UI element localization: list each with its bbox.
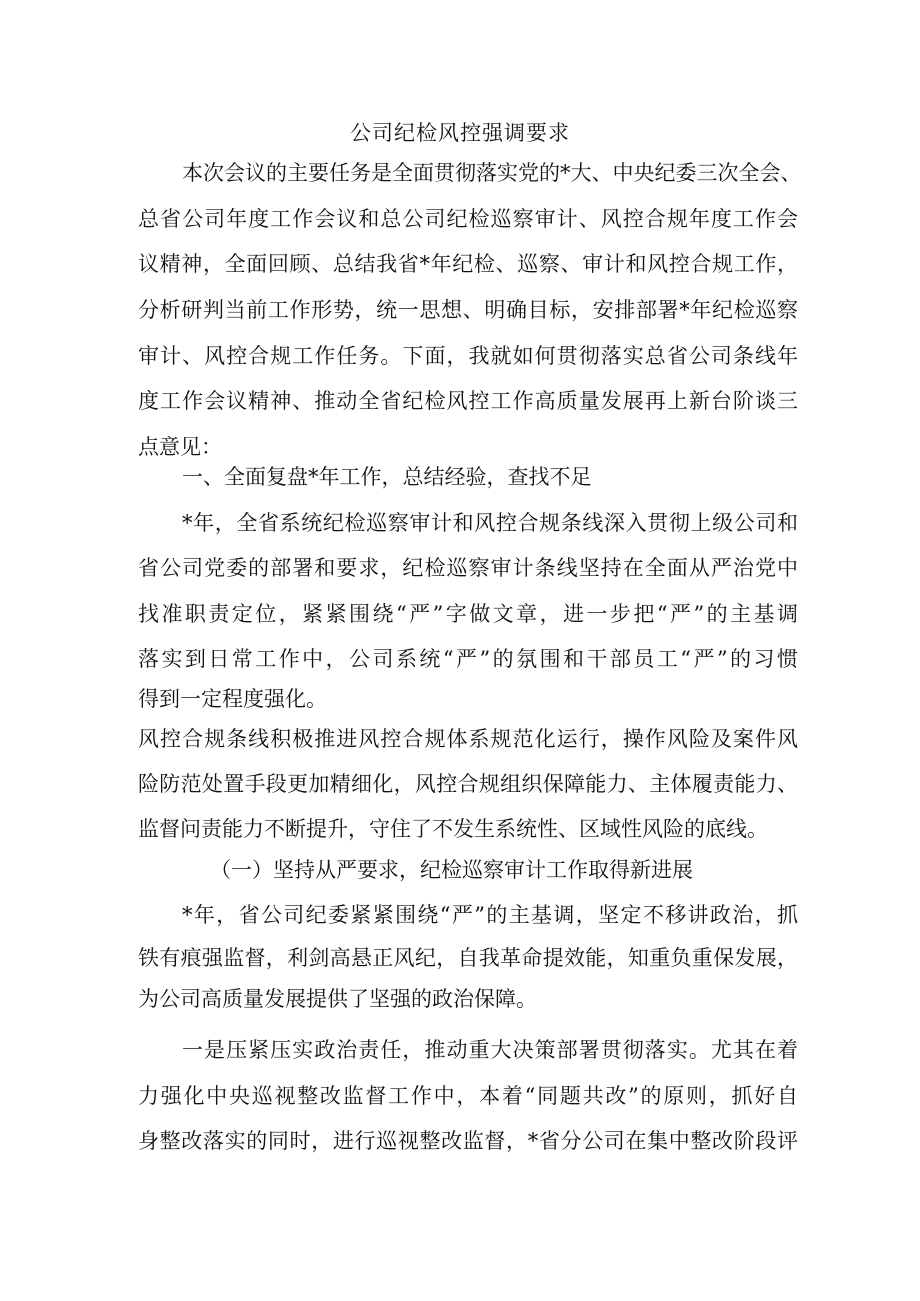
paragraph-line: 一是压紧压实政治责任，推动重大决策部署贯彻落实。尤其在着 [182, 1038, 798, 1062]
paragraph-line: *年，省公司纪委紧紧围绕“严”的主基调，坚定不移讲政治，抓 [182, 903, 798, 927]
paragraph-line: 分析研判当前工作形势，统一思想、明确目标，安排部署*年纪检巡察 [138, 298, 798, 322]
paragraph-line: 力强化中央巡视整改监督工作中，本着“同题共改”的原则，抓好自 [138, 1084, 798, 1108]
paragraph-line: 落实到日常工作中，公司系统“严”的氛围和干部员工“严”的习惯 [138, 647, 798, 671]
paragraph-line: 总省公司年度工作会议和总公司纪检巡察审计、风控合规年度工作会 [138, 207, 798, 231]
paragraph-line: *年，全省系统纪检巡察审计和风控合规条线深入贯彻上级公司和 [182, 511, 798, 535]
document-title: 公司纪检风控强调要求 [350, 121, 570, 145]
paragraph-line: 省公司党委的部署和要求，纪检巡察审计条线坚持在全面从严治党中 [138, 556, 798, 580]
paragraph-line: 议精神，全面回顾、总结我省*年纪检、巡察、审计和风控合规工作， [138, 252, 798, 276]
paragraph-line: 审计、风控合规工作任务。下面，我就如何贯彻落实总省公司条线年 [138, 344, 798, 368]
paragraph-line: 度工作会议精神、推动全省纪检风控工作高质量发展再上新台阶谈三 [138, 389, 798, 413]
paragraph-line: 风控合规条线积极推进风控合规体系规范化运行，操作风险及案件风 [138, 727, 798, 751]
section-heading: 一、全面复盘*年工作，总结经验，查找不足 [182, 465, 592, 489]
paragraph-line: 监督问责能力不断提升，守住了不发生系统性、区域性风险的底线。 [138, 817, 768, 841]
paragraph-line: 本次会议的主要任务是全面贯彻落实党的*大、中央纪委三次全会、 [182, 161, 802, 185]
paragraph-line: 点意见： [138, 435, 222, 459]
paragraph-line: 找准职责定位，紧紧围绕“严”字做文章，进一步把“严”的主基调 [138, 602, 798, 626]
paragraph-line: 身整改落实的同时，进行巡视整改监督，*省分公司在集中整改阶段评 [138, 1129, 798, 1153]
paragraph-line: 铁有痕强监督，利剑高悬正风纪，自我革命提效能，知重负重保发展， [138, 946, 798, 970]
subsection-heading: （一）坚持从严要求，纪检巡察审计工作取得新进展 [210, 858, 693, 882]
paragraph-line: 得到一定程度强化。 [138, 687, 327, 711]
paragraph-line: 为公司高质量发展提供了坚强的政治保障。 [138, 987, 537, 1011]
paragraph-line: 险防范处置手段更加精细化，风控合规组织保障能力、主体履责能力、 [138, 772, 798, 796]
